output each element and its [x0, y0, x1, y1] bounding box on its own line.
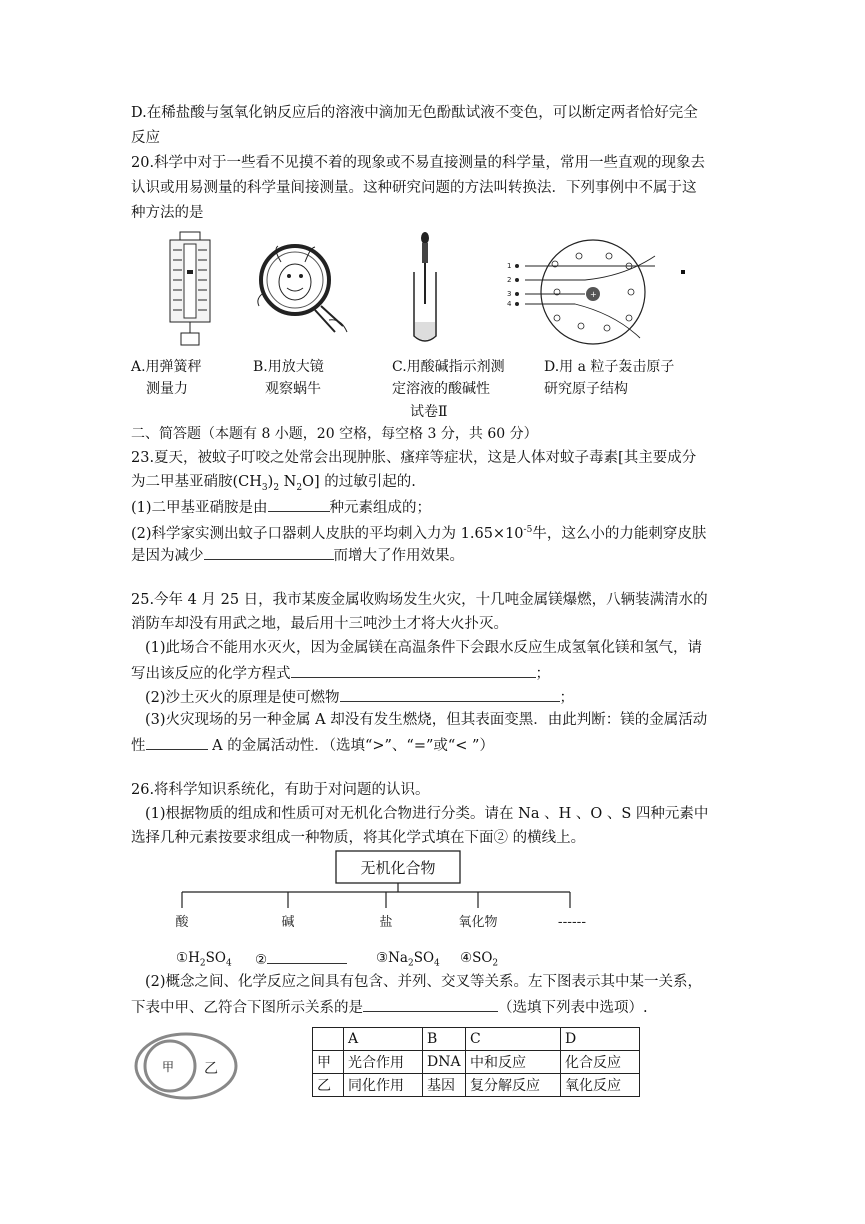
atom-label-4: 4 — [507, 300, 512, 308]
venn-diagram — [132, 1030, 247, 1102]
q19-option-d-line1: D.在稀盐酸与氢氧化钠反应后的溶液中滴加无色酚酞试液不变色，可以断定两者恰好完全 — [131, 105, 698, 121]
q25-stem-line1: 25.今年 4 月 25 日，我市某废金属收购场发生火灾，十几吨金属镁爆燃，八辆装满清水的 — [131, 592, 708, 608]
q20-option-c-line2: 定溶液的酸碱性 — [392, 381, 490, 397]
table-cell: C — [466, 1028, 561, 1051]
q20-stem-line1: 20.科学中对于一些看不见摸不着的现象或不易直接测量的科学量，常用一些直观的现象去 — [131, 155, 706, 171]
table-header-row — [313, 1028, 640, 1051]
table-cell: DNA — [423, 1051, 466, 1074]
q23-stem-line1: 23.夏天，被蚊子叮咬之处常会出现肿胀、瘙痒等症状，这是人体对蚊子毒素[其主要成分 — [131, 450, 697, 466]
atom-label-1: 1 — [507, 262, 512, 270]
table-cell: A — [344, 1028, 423, 1051]
table-row — [313, 1051, 640, 1074]
tree-child-acid: 酸 — [175, 915, 189, 930]
q25-part-2: (2)沙土灭火的原理是使可燃物 ； — [145, 686, 574, 708]
formula-4: $④SO_2$ — [460, 950, 499, 969]
q20-option-a-line1: A.用弹簧秤 — [131, 359, 202, 375]
table-cell: 化合反应 — [561, 1051, 640, 1074]
inorganic-compound-tree — [160, 848, 620, 938]
q20-option-c-line1: C.用酸碱指示剂测 — [392, 359, 505, 375]
venn-inner-label: 甲 — [162, 1060, 175, 1074]
q26-part-2: (2)概念之间、化学反应之间具有包含、并列、交叉等关系。左下图表示其中某一关系， — [145, 974, 703, 990]
tree-child-salt: 盐 — [379, 915, 393, 930]
section-2-heading: 二、简答题（本题有 8 小题，20 空格，每空格 3 分，共 60 分） — [131, 426, 538, 442]
stray-mark — [681, 270, 685, 274]
formula-3: $③Na_2SO_4$ — [376, 950, 440, 969]
spring-scale-figure — [160, 230, 220, 350]
table-cell: 同化作用 — [344, 1074, 423, 1097]
q23-part-2-cont: 是因为减少 而增大了作用效果。 — [131, 544, 464, 566]
table-cell: 氧化反应 — [561, 1074, 640, 1097]
formula-1: $①H_2SO_4$ — [176, 950, 232, 969]
q20-stem-line2: 认识或用易测量的科学量间接测量。这种研究问题的方法叫转换法．下列事例中不属于这 — [131, 180, 697, 196]
table-cell: 中和反应 — [466, 1051, 561, 1074]
q26-part-1: (1)根据物质的组成和性质可对无机化合物进行分类。请在 Na 、H 、O 、S 四种元素中 — [145, 806, 709, 822]
atom-label-2: 2 — [507, 276, 512, 284]
q25-blank-3[interactable] — [146, 734, 208, 750]
q20-option-d-line1: D.用 a 粒子轰击原子 — [544, 359, 675, 375]
table-cell — [313, 1028, 344, 1051]
q26-blank-relation[interactable] — [363, 996, 498, 1012]
tree-root-label: 无机化合物 — [360, 859, 436, 877]
q26-part-2-cont: 下表中甲、乙符合下图所示关系的是 （选填下列表中选项）. — [131, 996, 648, 1018]
table-row — [313, 1074, 640, 1097]
relation-options-table — [312, 1027, 640, 1097]
q25-part-3-cont: 性 A 的金属活动性．（选填“>”、“=”或“< ”） — [131, 734, 494, 756]
q20-option-a-line2: 测量力 — [146, 381, 188, 397]
tree-child-base: 碱 — [281, 915, 295, 930]
table-cell: 光合作用 — [344, 1051, 423, 1074]
q20-option-b-line2: 观察蜗牛 — [265, 381, 321, 397]
q25-stem-line2: 消防车却没有用武之地，最后用十三吨沙土才将大火扑灭。 — [131, 616, 508, 632]
table-cell: B — [423, 1028, 466, 1051]
q23-blank-2[interactable] — [204, 544, 334, 560]
q19-option-d-line2: 反应 — [131, 130, 160, 146]
q23-stem-line2: 为二甲基亚硝胺$(CH_3)_2$ $N_2O$] 的过敏引起的. — [131, 474, 416, 493]
table-cell: 乙 — [313, 1074, 344, 1097]
venn-outer-label: 乙 — [204, 1061, 218, 1077]
q20-option-b-line1: B.用放大镜 — [253, 359, 324, 375]
q23-part-1: (1)二甲基亚硝胺是由 种元素组成的； — [131, 496, 431, 518]
tree-child-oxide: 氧化物 — [458, 915, 498, 930]
q20-option-d-line2: 研究原子结构 — [544, 381, 628, 397]
test-tube-dropper-figure — [405, 232, 445, 347]
q26-part-1-cont: 选择几种元素按要求组成一种物质，将其化学式填在下面② 的横线上。 — [131, 830, 586, 846]
q26-stem: 26.将科学知识系统化，有助于对问题的认识。 — [131, 782, 430, 798]
atom-label-3: 3 — [507, 290, 512, 298]
paper-2-title: 试卷Ⅱ — [410, 404, 448, 420]
magnifier-snail-figure — [245, 232, 355, 342]
q26-formula-blank[interactable] — [267, 948, 347, 964]
q25-part-3: (3)火灾现场的另一种金属 A 却没有发生燃烧，但其表面变黑．由此判断：镁的金属活动 — [145, 712, 708, 728]
q25-part-1: (1)此场合不能用水灭火，因为金属镁在高温条件下会跟水反应生成氢氧化镁和氢气，请 — [145, 640, 703, 656]
q25-part-1-cont: 写出该反应的化学方程式 ； — [131, 662, 550, 684]
formula-2: ② — [255, 948, 347, 970]
tree-child-others: ------ — [557, 915, 587, 930]
table-cell: 复分解反应 — [466, 1074, 561, 1097]
q23-blank-1[interactable] — [268, 496, 330, 512]
table-cell: D — [561, 1028, 640, 1051]
alpha-particle-atom-figure — [505, 236, 690, 346]
q25-blank-2[interactable] — [340, 686, 560, 702]
q25-blank-1[interactable] — [291, 662, 536, 678]
table-cell: 甲 — [313, 1051, 344, 1074]
q23-part-2: (2)科学家实测出蚊子口器刺人皮肤的平均刺入力为 $1.65\times 10^{-5}$牛，这么小的力能刺穿皮肤 — [131, 525, 707, 542]
q20-stem-line3: 种方法的是 — [131, 205, 204, 221]
table-cell: 基因 — [423, 1074, 466, 1097]
svg-text:+: + — [590, 290, 597, 299]
